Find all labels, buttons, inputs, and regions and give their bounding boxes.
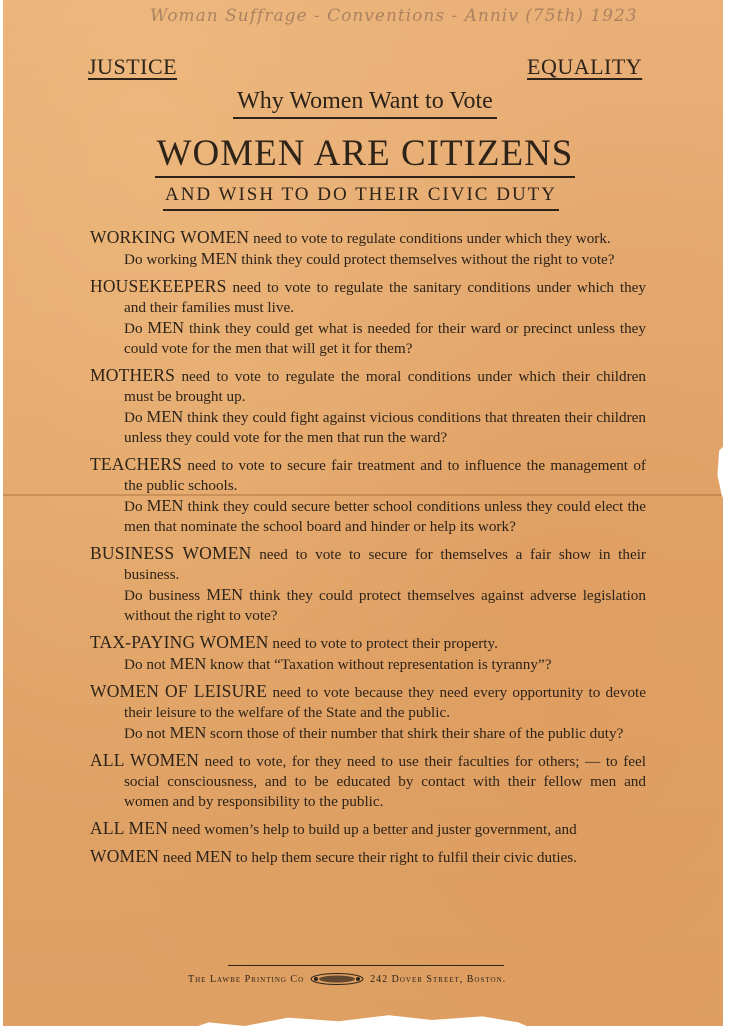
union-label-icon <box>310 973 364 985</box>
question-pre: Do business <box>124 587 207 604</box>
paragraph-women-need-men <box>90 846 646 868</box>
paragraph-lead: MOTHERS <box>90 365 176 385</box>
question-pre: Do <box>124 498 147 515</box>
question-men: MEN <box>169 723 207 742</box>
question-post: know that “Taxation without representation is tyranny”? <box>206 656 552 673</box>
subhead <box>0 184 726 206</box>
paragraph-text: need to vote, for they need to use their faculties for others; — to feel social consciousness, and to be educated by contact with their fellow men and women and by responsibility to the public. <box>124 753 646 810</box>
paragraph-lead: HOUSEKEEPERS <box>90 276 227 296</box>
question-men: MEN <box>147 318 185 337</box>
paragraph-teachers <box>90 454 646 537</box>
question-pre: Do not <box>124 656 170 673</box>
paragraph-text: need to vote to regulate the sanitary conditions under which they and their families must live. <box>124 279 646 316</box>
paragraph-lead: ALL WOMEN <box>90 750 200 770</box>
paragraph-text: need to vote because they need every opportunity to devote their leisure to the welfare of the State and the public. <box>124 684 647 721</box>
question-men: MEN <box>146 496 184 515</box>
subhead-text: AND WISH TO DO THEIR CIVIC DUTY <box>163 184 559 211</box>
paragraph-mothers <box>90 365 646 448</box>
question-post: think they could secure better school conditions unless they could elect the men that nominate the school board and hinder or help its work? <box>124 498 647 535</box>
paragraph-business-women <box>90 543 646 626</box>
paragraph-text: need to vote to protect their property. <box>268 635 498 652</box>
paragraph-lead: TAX-PAYING WOMEN <box>90 632 269 652</box>
question-men: MEN <box>200 249 238 268</box>
question-post: scorn those of their number that shirk their share of the public duty? <box>206 725 624 742</box>
paragraph-working-women <box>90 227 646 270</box>
paragraph-lead: WOMEN <box>90 846 160 866</box>
question-men: MEN <box>169 654 207 673</box>
question-post: think they could get what is needed for their ward or precinct unless they could vote for the men that will get it for them? <box>124 320 646 357</box>
body-text <box>90 227 646 874</box>
paragraph-question <box>124 723 646 744</box>
paragraph-text: need <box>159 849 196 866</box>
question-post: think they could fight against vicious conditions that threaten their children unless they could vote for the men that run the ward? <box>124 409 646 446</box>
question-post: think they could protect themselves against adverse legislation without the right to vote? <box>124 587 646 624</box>
paragraph-question <box>124 496 646 537</box>
pencil-annotation: Woman Suffrage - Conventions - Anniv (75th) 1923 <box>150 6 638 26</box>
paragraph-text: need women’s help to build up a better and juster government, and <box>168 821 577 838</box>
paragraph-text: need to vote to secure fair treatment and to influence the management of the public schools. <box>124 457 646 494</box>
corner-word-equality: EQUALITY <box>527 54 643 79</box>
paragraph-question <box>124 407 646 448</box>
paragraph-lead: TEACHERS <box>90 454 183 474</box>
paragraph-text-post: to help them secure their right to fulfil their civic duties. <box>231 849 577 866</box>
paragraph-question <box>124 318 646 359</box>
why-title <box>0 88 730 115</box>
paragraph-text: need to vote to regulate conditions under which they work. <box>249 230 611 247</box>
printer-name: The Lawbe Printing Co <box>188 973 305 985</box>
printer-address: 242 Dover Street, Boston. <box>370 973 507 985</box>
paragraph-lead: ALL MEN <box>90 818 169 838</box>
question-pre: Do working <box>124 251 201 268</box>
paragraph-text: need to vote to regulate the moral conditions under which their children must be brought up. <box>124 368 646 405</box>
question-men: MEN <box>206 585 244 604</box>
footer-rule <box>228 965 504 966</box>
question-pre: Do <box>124 320 148 337</box>
paragraph-lead: WOMEN OF LEISURE <box>90 681 268 701</box>
paragraph-question <box>124 249 646 270</box>
question-men: MEN <box>146 407 184 426</box>
headline <box>0 132 730 175</box>
paragraph-question <box>124 585 646 626</box>
paragraph-all-women <box>90 750 646 812</box>
corner-word-justice: JUSTICE <box>88 54 178 79</box>
paragraph-all-men <box>90 818 646 840</box>
why-title-text: Why Women Want to Vote <box>233 88 497 119</box>
paragraph-women-of-leisure <box>90 681 646 744</box>
printer-imprint <box>188 973 568 985</box>
paragraph-housekeepers <box>90 276 646 359</box>
paragraph-question <box>124 654 646 675</box>
question-post: think they could protect themselves without the right to vote? <box>237 251 615 268</box>
headline-text: WOMEN ARE CITIZENS <box>155 133 576 178</box>
paragraph-lead: BUSINESS WOMEN <box>90 543 252 563</box>
question-pre: Do <box>124 409 147 426</box>
paragraph-men: MEN <box>195 847 232 866</box>
paragraph-tax-paying-women <box>90 632 646 675</box>
paragraph-text: need to vote to secure for themselves a fair show in their business. <box>124 546 646 583</box>
question-pre: Do not <box>124 725 170 742</box>
paragraph-lead: WORKING WOMEN <box>90 227 250 247</box>
